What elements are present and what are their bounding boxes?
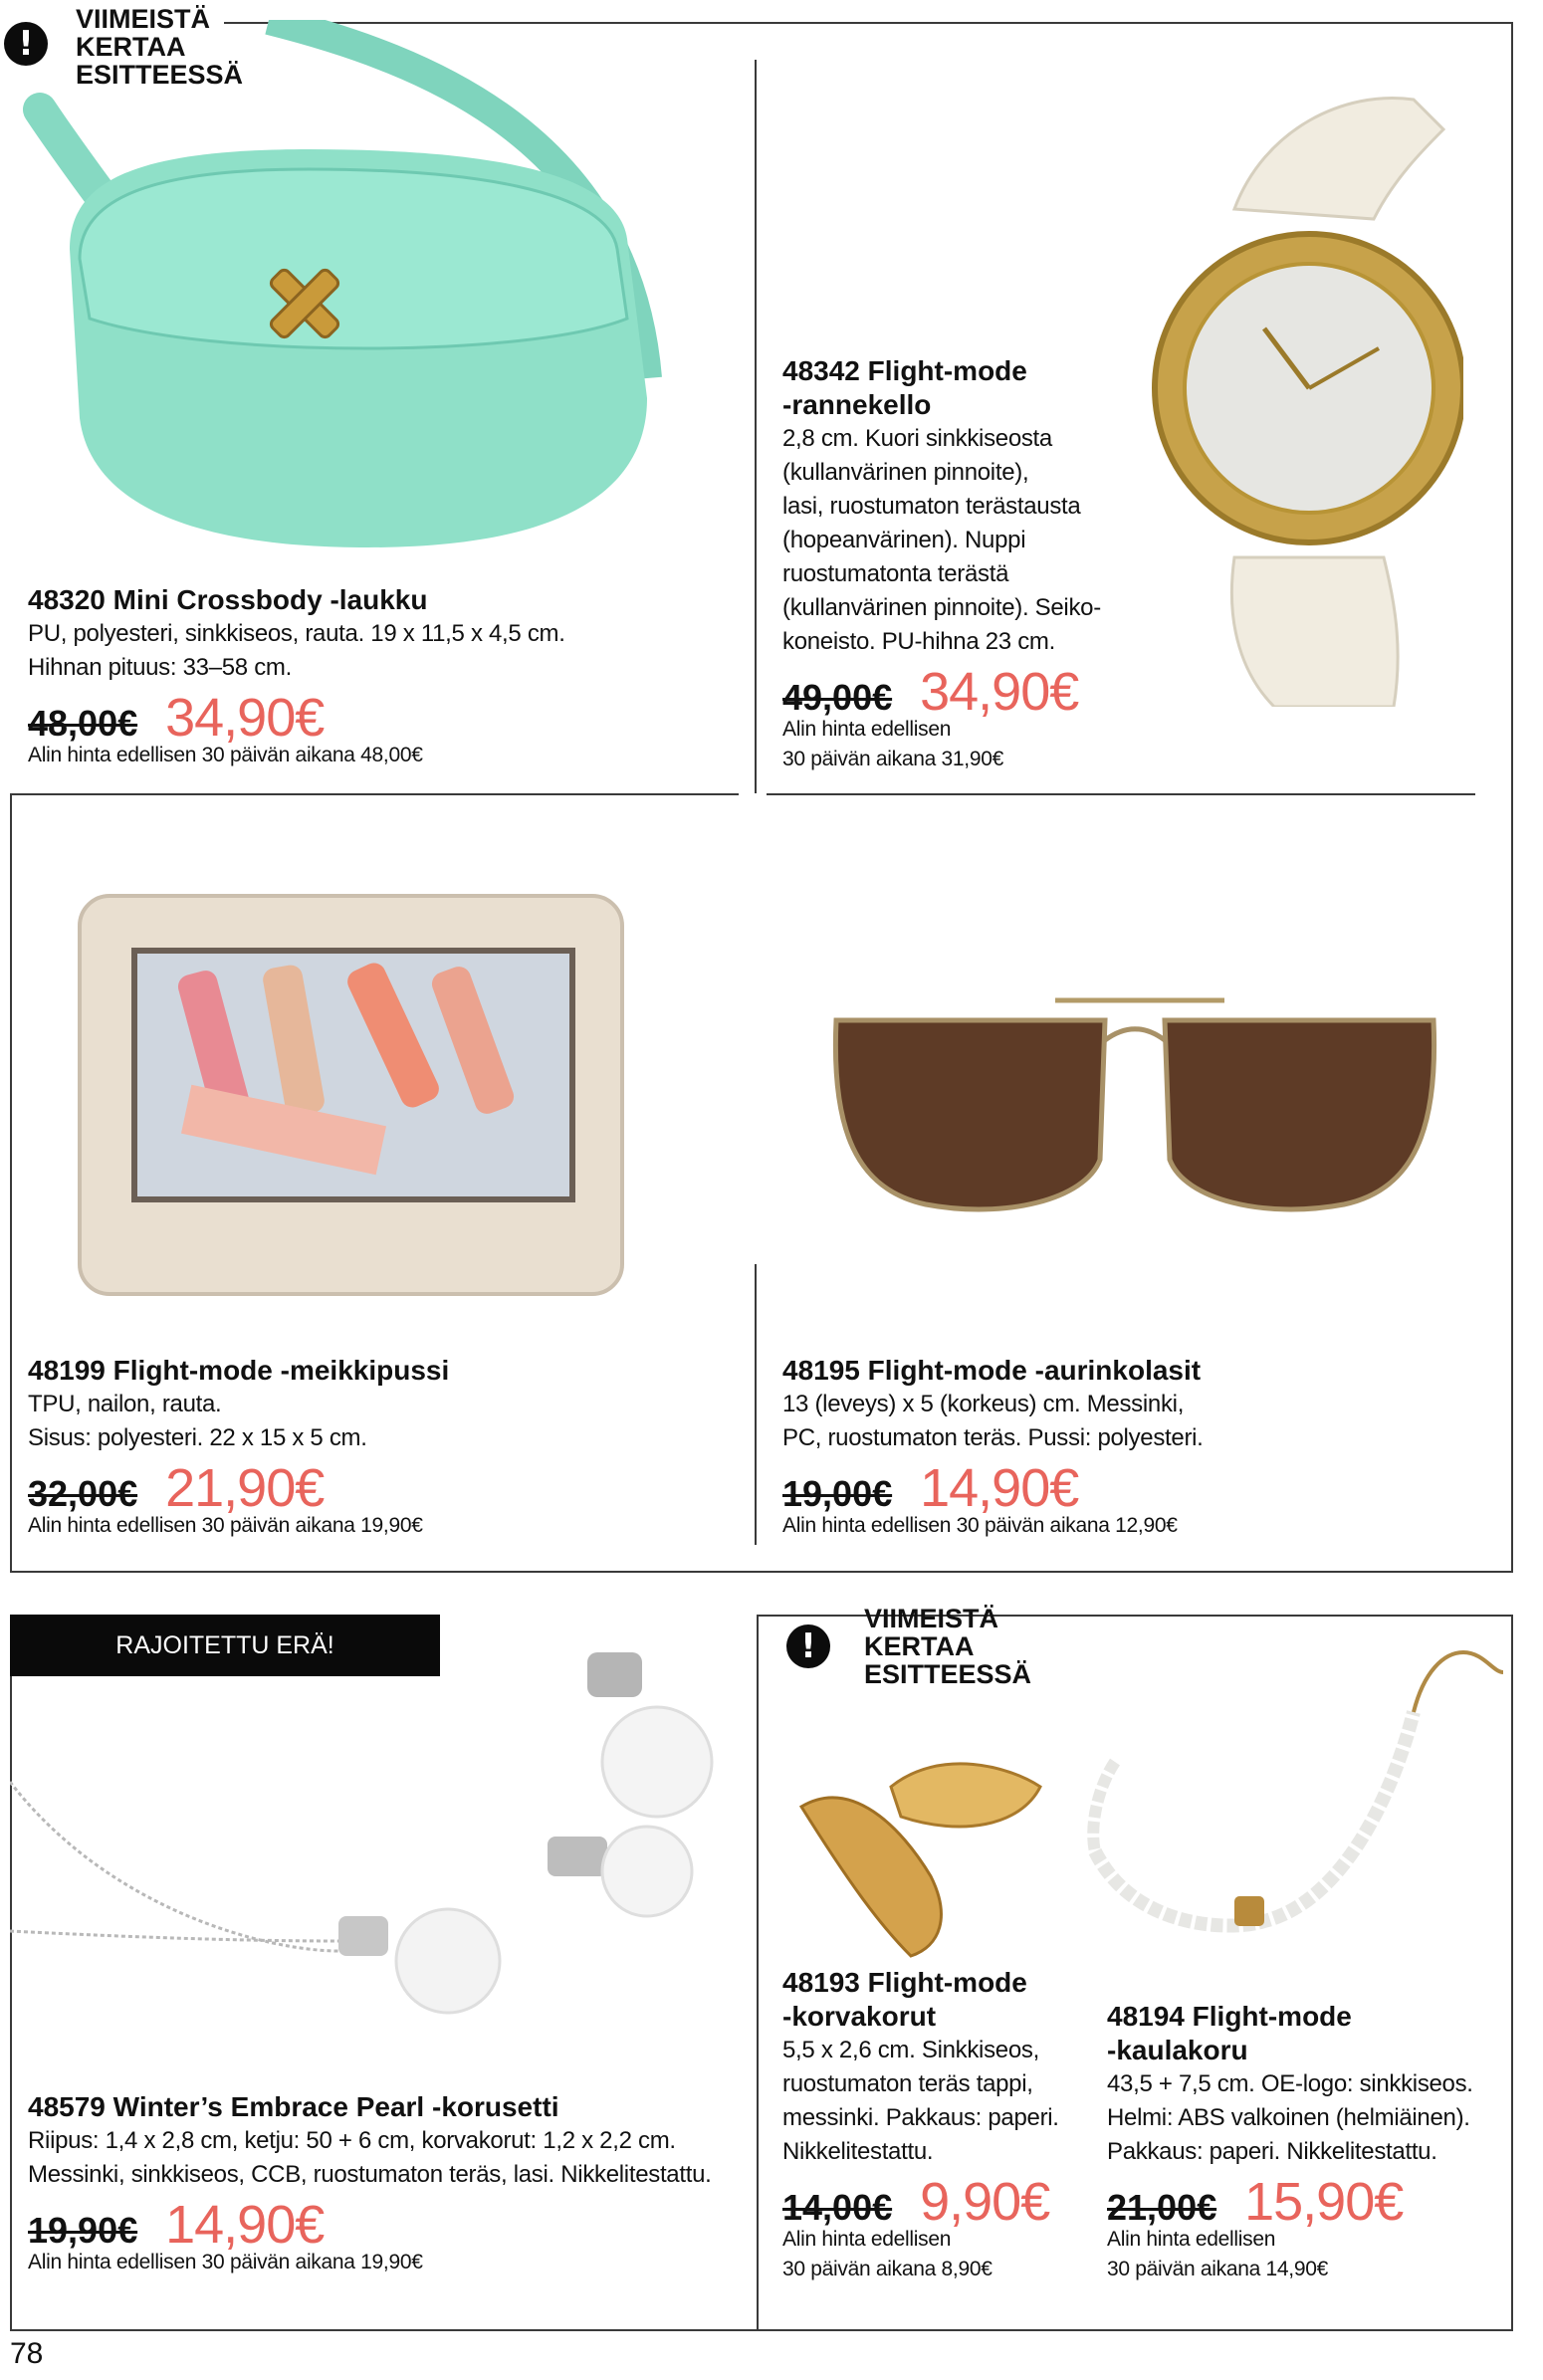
lowest-price-note [782,2225,1101,2284]
last-time-badge [864,1605,1031,1688]
lowest-price-line: Alin hinta edellisen 30 päivän aikana 12,90€ [782,1514,1178,1537]
product-code: 48320 [28,584,106,615]
product-code: 48194 [1107,2001,1185,2032]
divider-h1-right [767,793,1475,795]
product-code: 48199 [28,1355,106,1386]
description-line: (kullanvärinen pinnoite), [782,459,1029,486]
product-48342 [782,354,1141,774]
description-line: messinki. Pakkaus: paperi. [782,2104,1059,2131]
old-price: 19,00€ [782,1473,893,1514]
description-line: Helmi: ABS valkoinen (helmiäinen). [1107,2104,1470,2131]
product-title [28,1354,725,1388]
product-description [1107,2067,1505,2169]
product-title [782,1354,1479,1388]
frame-bottom-line [10,2329,1513,2331]
pearl-jewelry-set-image [10,1652,727,2051]
divider-v1 [755,60,757,793]
product-name: Flight-mode [867,355,1027,386]
product-48195 [782,1354,1479,1541]
description-line: lasi, ruostumaton terästausta [782,493,1081,520]
lowest-price-note [28,741,725,770]
product-description [782,1388,1479,1455]
description-line: koneisto. PU-hihna 23 cm. [782,628,1055,655]
product-code: 48579 [28,2091,106,2122]
description-line: PU, polyesteri, sinkkiseos, rauta. 19 x 11,5 x 4,5 cm. [28,620,565,647]
divider-v2 [755,1264,757,1545]
product-description [28,617,725,685]
badge-line: KERTAA [76,32,186,62]
frame-left-line [10,793,12,1572]
product-name: -korvakorut [782,2001,937,2032]
crossbody-bag-image [10,20,687,577]
old-price: 14,00€ [782,2187,893,2228]
pearl-necklace-image [1085,1632,1513,1971]
product-48199 [28,1354,725,1541]
badge-line: ESITTEESSÄ [76,60,244,90]
lowest-price-note [782,715,1141,774]
price-row [28,1457,725,1518]
product-code: 48195 [782,1355,860,1386]
product-name: -kaulakoru [1107,2035,1248,2065]
description-line: TPU, nailon, rauta. [28,1391,222,1417]
last-time-icon: ! [786,1624,830,1668]
description-line: 5,5 x 2,6 cm. Sinkkiseos, [782,2037,1039,2063]
new-price: 15,90€ [1244,2172,1404,2232]
lowest-price-note [1107,2225,1505,2284]
divider-v3 [757,1615,759,2331]
description-line: 43,5 + 7,5 cm. OE-logo: sinkkiseos. [1107,2070,1473,2097]
product-description [28,2124,745,2192]
product-name: Flight-mode [1192,2001,1352,2032]
badge-line: VIIMEISTÄ [76,4,211,34]
lowest-price-line: 30 päivän aikana 31,90€ [782,748,1003,770]
product-name: Flight-mode -meikkipussi [112,1355,450,1386]
product-48193 [782,1966,1101,2284]
lowest-price-note [28,2248,745,2277]
description-line: ruostumatonta terästä [782,560,1009,587]
product-name: Winter’s Embrace Pearl -korusetti [112,2091,559,2122]
last-time-icon: ! [4,22,48,66]
makeup-pouch-image [75,876,632,1314]
description-line: Riipus: 1,4 x 2,8 cm, ketju: 50 + 6 cm, korvakorut: 1,2 x 2,2 cm. [28,2127,676,2154]
product-name: -rannekello [782,389,932,420]
product-description [782,422,1141,659]
lowest-price-line: 30 päivän aikana 8,90€ [782,2258,992,2280]
price-row [28,687,725,748]
divider-h1-left [10,793,739,795]
price-row [782,661,1141,722]
divider-h2 [10,1571,1513,1573]
gold-earrings-image [791,1747,1090,1966]
new-price: 21,90€ [165,1458,325,1518]
new-price: 34,90€ [165,688,325,748]
product-description [782,2034,1101,2169]
new-price: 34,90€ [920,662,1079,722]
old-price: 48,00€ [28,703,138,744]
product-title [28,2090,745,2124]
badge-line: VIIMEISTÄ [864,1604,999,1633]
old-price: 49,00€ [782,677,893,718]
product-48579 [28,2090,745,2277]
product-title [782,354,1141,422]
price-row [782,2171,1101,2232]
lowest-price-line: Alin hinta edellisen 30 päivän aikana 19,90€ [28,2251,423,2273]
lowest-price-line: Alin hinta edellisen [782,2228,952,2251]
old-price: 19,90€ [28,2210,138,2251]
new-price: 14,90€ [920,1458,1079,1518]
wristwatch-image [1145,90,1463,707]
description-line: 2,8 cm. Kuori sinkkiseosta [782,425,1052,452]
price-row [782,1457,1479,1518]
product-name: Mini Crossbody -laukku [112,584,428,615]
lowest-price-line: Alin hinta edellisen 30 päivän aikana 19,90€ [28,1514,423,1537]
new-price: 14,90€ [165,2195,325,2255]
product-48194 [1107,2000,1505,2284]
description-line: (hopeanvärinen). Nuppi [782,527,1026,553]
product-code: 48193 [782,1967,860,1998]
old-price: 21,00€ [1107,2187,1217,2228]
sunglasses-image [826,980,1443,1239]
price-row [28,2194,745,2255]
description-line: ruostumaton teräs tappi, [782,2070,1033,2097]
description-line: 13 (leveys) x 5 (korkeus) cm. Messinki, [782,1391,1185,1417]
product-name: Flight-mode [867,1967,1027,1998]
description-line: Nikkelitestattu. [782,2138,934,2165]
description-line: Sisus: polyesteri. 22 x 15 x 5 cm. [28,1424,367,1451]
product-code: 48342 [782,355,860,386]
limited-edition-banner: RAJOITETTU ERÄ! [10,1615,440,1676]
lowest-price-line: 30 päivän aikana 14,90€ [1107,2258,1328,2280]
price-row [1107,2171,1505,2232]
description-line: Messinki, sinkkiseos, CCB, ruostumaton teräs, lasi. Nikkelitestattu. [28,2161,712,2188]
description-line: PC, ruostumaton teräs. Pussi: polyesteri. [782,1424,1204,1451]
product-48320 [28,583,725,770]
description-line: Pakkaus: paperi. Nikkelitestattu. [1107,2138,1437,2165]
product-name: Flight-mode -aurinkolasit [867,1355,1202,1386]
new-price: 9,90€ [920,2172,1050,2232]
badge-line: KERTAA [864,1631,975,1661]
product-title [28,583,725,617]
product-title [1107,2000,1505,2067]
frame-right-line [1511,22,1513,1572]
lowest-price-line: Alin hinta edellisen 30 päivän aikana 48,00€ [28,744,423,766]
product-title [782,1966,1101,2034]
page-number: 78 [10,2337,44,2370]
description-line: Hihnan pituus: 33–58 cm. [28,654,292,681]
lowest-price-note [28,1511,725,1541]
lowest-price-note [782,1511,1479,1541]
badge-line: ESITTEESSÄ [864,1659,1032,1689]
product-description [28,1388,725,1455]
lowest-price-line: Alin hinta edellisen [1107,2228,1276,2251]
lowest-price-line: Alin hinta edellisen [782,718,952,741]
description-line: (kullanvärinen pinnoite). Seiko- [782,594,1101,621]
old-price: 32,00€ [28,1473,138,1514]
